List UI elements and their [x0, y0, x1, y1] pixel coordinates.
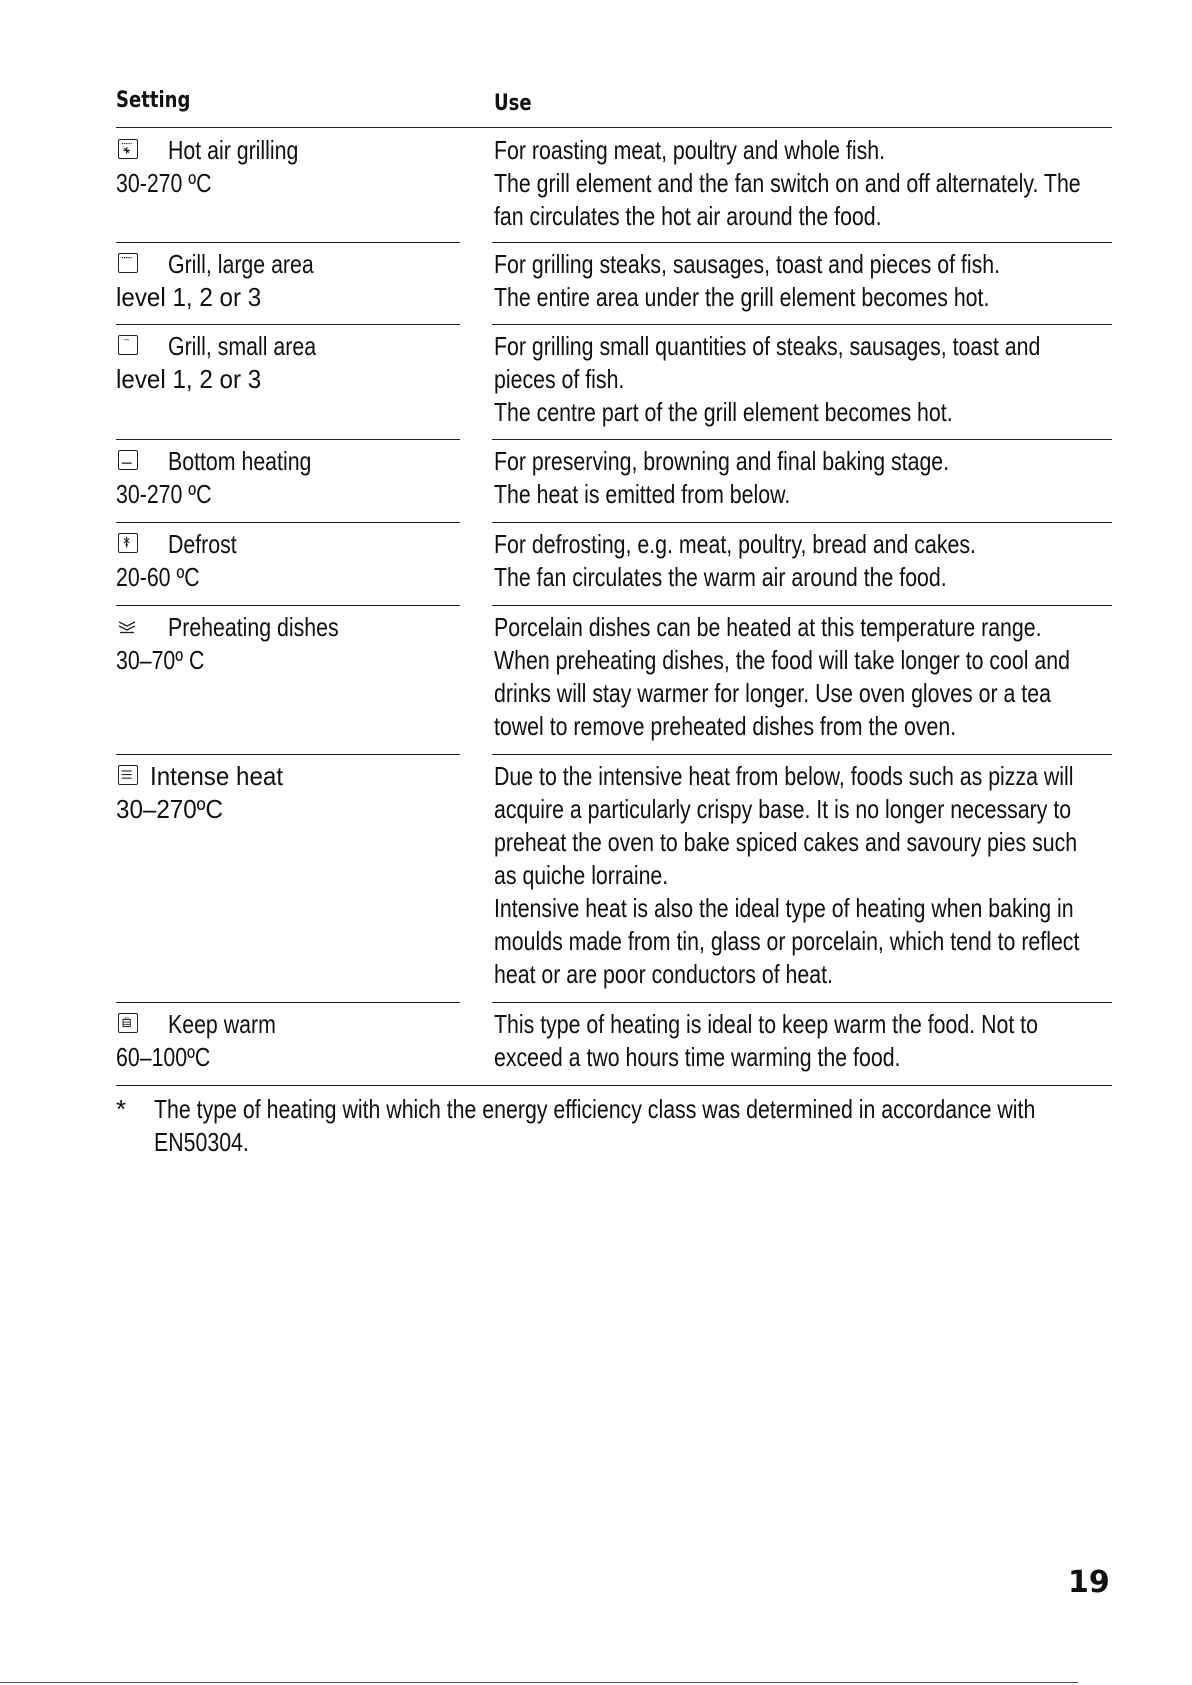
use-cell [494, 760, 1174, 991]
use-text-line: For grilling steaks, sausages, toast and pieces of fish. [494, 249, 1001, 279]
setting-name: Grill, large area [168, 249, 314, 279]
use-text-line: drinks will stay warmer for longer. Use oven gloves or a tea [494, 678, 1051, 708]
column-header-use: Use [494, 91, 532, 116]
use-text-line: This type of heating is ideal to keep warm the food. Not to [494, 1009, 1038, 1039]
row-divider-right [492, 522, 1112, 523]
setting-cell [116, 611, 456, 677]
grill-small-area-icon [118, 335, 138, 355]
setting-cell [116, 248, 456, 314]
use-text-line: fan circulates the hot air around the food. [494, 201, 882, 231]
setting-cell [116, 134, 456, 200]
use-text-line: For preserving, browning and final baking stage. [494, 446, 950, 476]
setting-range: 30–270ºC [116, 794, 223, 824]
row-divider-left [116, 242, 460, 243]
preheating-dishes-icon [116, 615, 138, 637]
use-text-line: heat or are poor conductors of heat. [494, 959, 833, 989]
setting-name: Hot air grilling [168, 135, 299, 165]
row-divider-left [116, 324, 460, 325]
setting-name: Preheating dishes [168, 612, 339, 642]
column-header-setting: Setting [116, 88, 191, 113]
footnote-text-line: EN50304. [154, 1127, 249, 1157]
row-divider-right [492, 324, 1112, 325]
hot-air-grilling-icon [118, 139, 138, 159]
use-text-line: acquire a particularly crispy base. It is no longer necessary to [494, 794, 1072, 824]
use-text-line: For grilling small quantities of steaks, sausages, toast and [494, 331, 1041, 361]
setting-range: 20-60 ºC [116, 562, 200, 592]
row-divider-left [116, 439, 460, 440]
use-text-line: preheat the oven to bake spiced cakes and savoury pies such [494, 827, 1078, 857]
use-cell [494, 1008, 1174, 1074]
row-divider-right [492, 1002, 1112, 1003]
row-divider-left [116, 1002, 460, 1003]
header-divider [116, 127, 1112, 128]
row-divider-left [116, 754, 460, 755]
defrost-icon [118, 533, 138, 553]
use-text-line: Porcelain dishes can be heated at this temperature range. [494, 612, 1042, 642]
setting-name: Intense heat [150, 761, 284, 791]
setting-range: level 1, 2 or 3 [116, 282, 262, 312]
use-cell [494, 330, 1174, 429]
table-bottom-divider [116, 1085, 1112, 1086]
setting-cell [116, 445, 456, 511]
setting-name: Keep warm [168, 1009, 276, 1039]
use-text-line: The entire area under the grill element becomes hot. [494, 282, 990, 312]
setting-name: Grill, small area [168, 331, 317, 361]
setting-range: 30-270 ºC [116, 168, 212, 198]
use-text-line: The centre part of the grill element becomes hot. [494, 397, 953, 427]
use-text-line: For defrosting, e.g. meat, poultry, bread and cakes. [494, 529, 976, 559]
use-text-line: moulds made from tin, glass or porcelain, which tend to reflect [494, 926, 1080, 956]
use-text-line: When preheating dishes, the food will take longer to cool and [494, 645, 1071, 675]
setting-name: Defrost [168, 529, 237, 559]
row-divider-left [116, 522, 460, 523]
row-divider-right [492, 605, 1112, 606]
bottom-heating-icon [118, 450, 138, 470]
setting-range: 60–100ºC [116, 1042, 211, 1072]
bottom-rule [0, 1682, 1078, 1683]
use-text-line: Due to the intensive heat from below, foods such as pizza will [494, 761, 1074, 791]
footnote-text-line: The type of heating with which the energy efficiency class was determined in accordance with [154, 1094, 1036, 1124]
footnote-marker: * [116, 1094, 127, 1124]
use-cell [494, 134, 1174, 233]
table-header [116, 88, 1112, 128]
row-divider-left [116, 605, 460, 606]
setting-cell [116, 528, 456, 594]
row-divider-right [492, 242, 1112, 243]
row-divider-right [492, 754, 1112, 755]
intense-heat-icon [118, 765, 138, 785]
page-number: 19 [1068, 1565, 1110, 1600]
use-cell [494, 611, 1174, 743]
use-cell [494, 528, 1174, 594]
use-text-line: The fan circulates the warm air around the food. [494, 562, 947, 592]
use-text-line: towel to remove preheated dishes from the oven. [494, 711, 957, 741]
use-text-line: The heat is emitted from below. [494, 479, 791, 509]
setting-name: Bottom heating [168, 446, 312, 476]
use-cell [494, 445, 1174, 511]
keep-warm-icon [118, 1013, 138, 1033]
use-text-line: pieces of fish. [494, 364, 625, 394]
use-text-line: exceed a two hours time warming the food. [494, 1042, 901, 1072]
setting-range: level 1, 2 or 3 [116, 364, 262, 394]
use-cell [494, 248, 1174, 314]
setting-range: 30–70º C [116, 645, 205, 675]
row-divider-right [492, 439, 1112, 440]
setting-cell [116, 760, 456, 826]
use-text-line: The grill element and the fan switch on and off alternately. The [494, 168, 1081, 198]
use-text-line: Intensive heat is also the ideal type of heating when baking in [494, 893, 1074, 923]
use-text-line: as quiche lorraine. [494, 860, 669, 890]
use-text-line: For roasting meat, poultry and whole fish. [494, 135, 886, 165]
grill-large-area-icon [118, 253, 138, 273]
setting-cell [116, 330, 456, 396]
setting-cell [116, 1008, 456, 1074]
setting-range: 30-270 ºC [116, 479, 212, 509]
